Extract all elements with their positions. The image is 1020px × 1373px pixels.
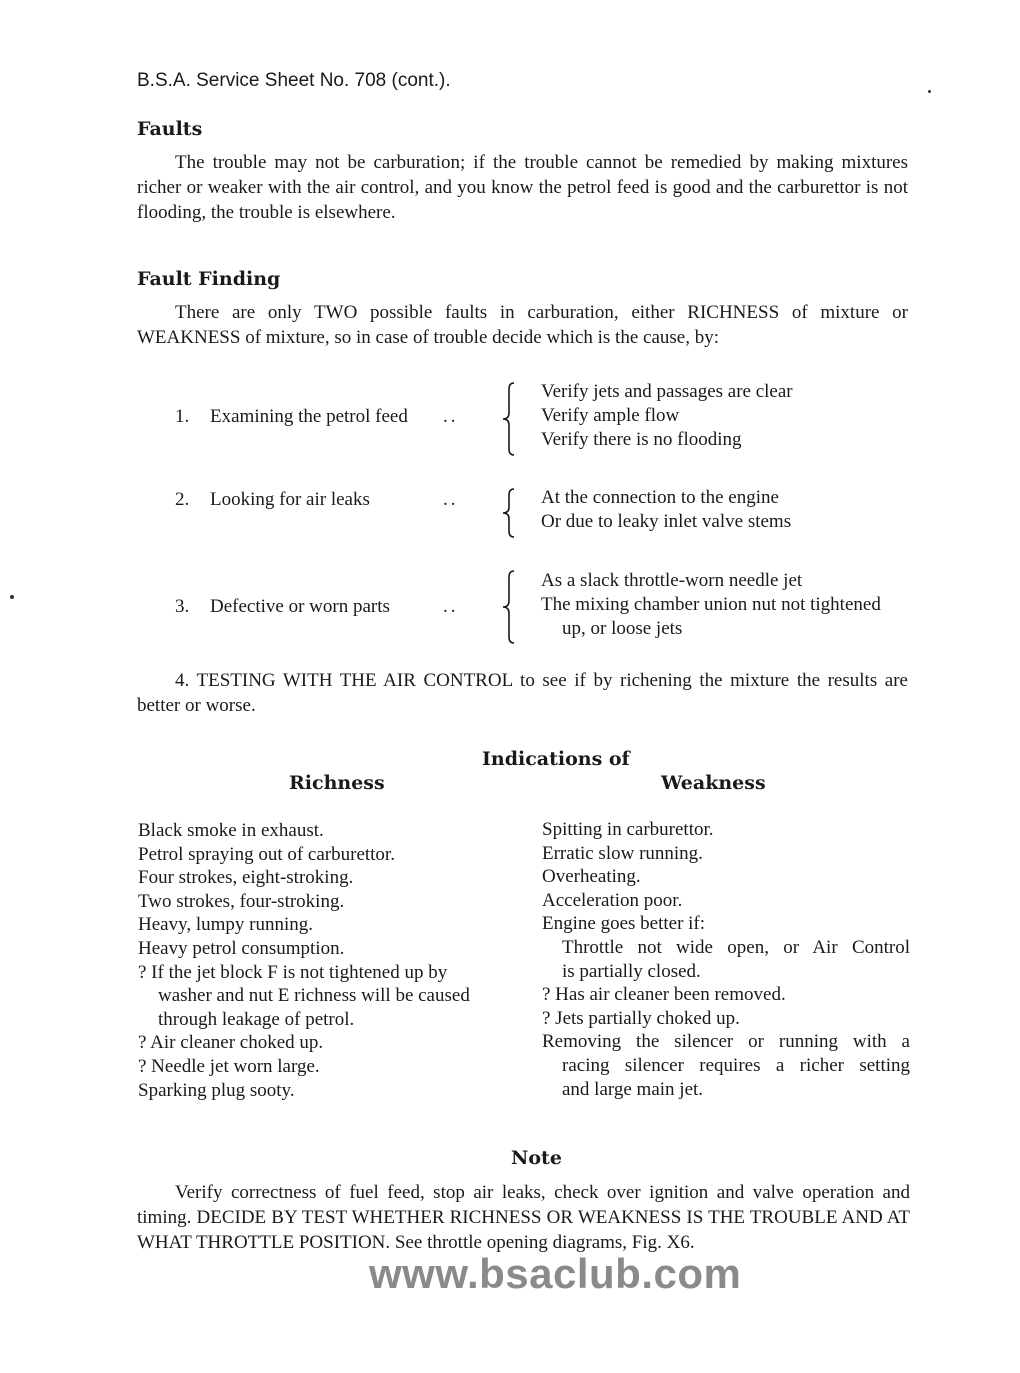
fault-item-label: Looking for air leaks (210, 489, 370, 510)
weakness-item: and large main jet. (562, 1078, 704, 1100)
richness-item: Black smoke in exhaust. (138, 820, 324, 841)
weakness-list (542, 818, 910, 1101)
richness-heading: Richness (289, 772, 385, 794)
scan-speck (928, 90, 931, 93)
fault-item-4 (137, 668, 908, 718)
weakness-item: ? Jets partially choked up. (542, 1007, 740, 1029)
richness-item: washer and nut E richness will be caused (158, 985, 470, 1007)
detail-line: up, or loose jets (562, 618, 683, 639)
fault-item-label: Examining the petrol feed (210, 406, 408, 427)
leader-dots: .. (443, 489, 459, 510)
note-paragraph (137, 1180, 910, 1255)
weakness-item: Spitting in carburettor. (542, 819, 714, 840)
faults-paragraph (137, 150, 908, 225)
fault-item-number: 2. (175, 489, 190, 510)
fault-item-4-text: 4. TESTING WITH THE AIR CONTROL to see if by richening the mixture the results are better or worse. (137, 670, 908, 716)
fault-item-1 (175, 406, 408, 428)
brace-icon (498, 487, 520, 539)
indications-title: Indications of (482, 748, 630, 770)
weakness-item: Throttle not wide open, or Air Control (562, 936, 910, 958)
detail-line: As a slack throttle-worn needle jet (541, 570, 803, 591)
fault-item-3 (175, 596, 390, 618)
page-header: B.S.A. Service Sheet No. 708 (cont.). (137, 70, 451, 91)
detail-line: Verify ample flow (541, 405, 680, 426)
richness-item: Two strokes, four-stroking. (138, 890, 345, 912)
richness-item: Sparking plug sooty. (138, 1079, 295, 1101)
fault-finding-intro (137, 300, 908, 350)
detail-line: Verify jets and passages are clear (541, 381, 793, 402)
note-text: Verify correctness of fuel feed, stop air leaks, check over ignition and valve operation and timing. DECIDE BY TEST WHETHER RICHNESS OR WEAKNESS IS THE TROUBLE AND AT WHAT THROTTLE POSITION. See throttle opening diagrams, Fig. X6. (137, 1182, 910, 1253)
richness-item: ? Needle jet worn large. (138, 1055, 320, 1077)
leader-dots: .. (443, 596, 459, 617)
weakness-item: Erratic slow running. (542, 842, 703, 864)
faults-heading: Faults (137, 118, 203, 140)
detail-line: Or due to leaky inlet valve stems (541, 511, 792, 532)
weakness-item: Removing the silencer or running with a (542, 1031, 910, 1053)
richness-list (138, 819, 470, 1102)
weakness-item: is partially closed. (562, 960, 701, 982)
fault-finding-intro-text: There are only TWO possible faults in carburation, either RICHNESS of mixture or WEAKNESS of mixture, so in case of trouble decide which is the cause, by: (137, 302, 908, 348)
fault-item-3-details (541, 569, 881, 641)
weakness-heading: Weakness (661, 772, 766, 794)
weakness-item: racing silencer requires a richer setting (562, 1054, 910, 1076)
richness-item: ? Air cleaner choked up. (138, 1032, 324, 1054)
brace-icon (498, 569, 520, 645)
weakness-item: Overheating. (542, 866, 641, 888)
faults-text: The trouble may not be carburation; if the trouble cannot be remedied by making mixtures richer or weaker with the air control, and you know the petrol feed is good and the carburettor is not flooding, the trouble is elsewhere. (137, 152, 908, 223)
fault-item-2-details (541, 486, 791, 534)
detail-line: The mixing chamber union nut not tightened (541, 594, 881, 615)
richness-item: Petrol spraying out of carburettor. (138, 843, 395, 865)
richness-item: Four strokes, eight-stroking. (138, 867, 354, 889)
richness-item: Heavy petrol consumption. (138, 937, 345, 959)
detail-line: At the connection to the engine (541, 487, 779, 508)
scan-speck (10, 595, 14, 599)
fault-item-number: 3. (175, 596, 190, 617)
detail-line: Verify there is no flooding (541, 429, 742, 450)
weakness-item: ? Has air cleaner been removed. (542, 984, 786, 1006)
brace-icon (498, 381, 520, 457)
leader-dots: .. (443, 406, 459, 427)
richness-item: through leakage of petrol. (158, 1008, 355, 1030)
weakness-item: Acceleration poor. (542, 889, 683, 911)
richness-item: ? If the jet block F is not tightened up by (138, 961, 448, 983)
note-heading: Note (511, 1147, 562, 1169)
richness-item: Heavy, lumpy running. (138, 914, 314, 936)
watermark: www.bsaclub.com (369, 1250, 742, 1297)
fault-item-label: Defective or worn parts (210, 596, 390, 617)
weakness-item: Engine goes better if: (542, 913, 706, 935)
fault-item-2 (175, 489, 370, 511)
fault-finding-heading: Fault Finding (137, 268, 281, 290)
fault-item-1-details (541, 380, 793, 452)
fault-item-number: 1. (175, 406, 190, 427)
